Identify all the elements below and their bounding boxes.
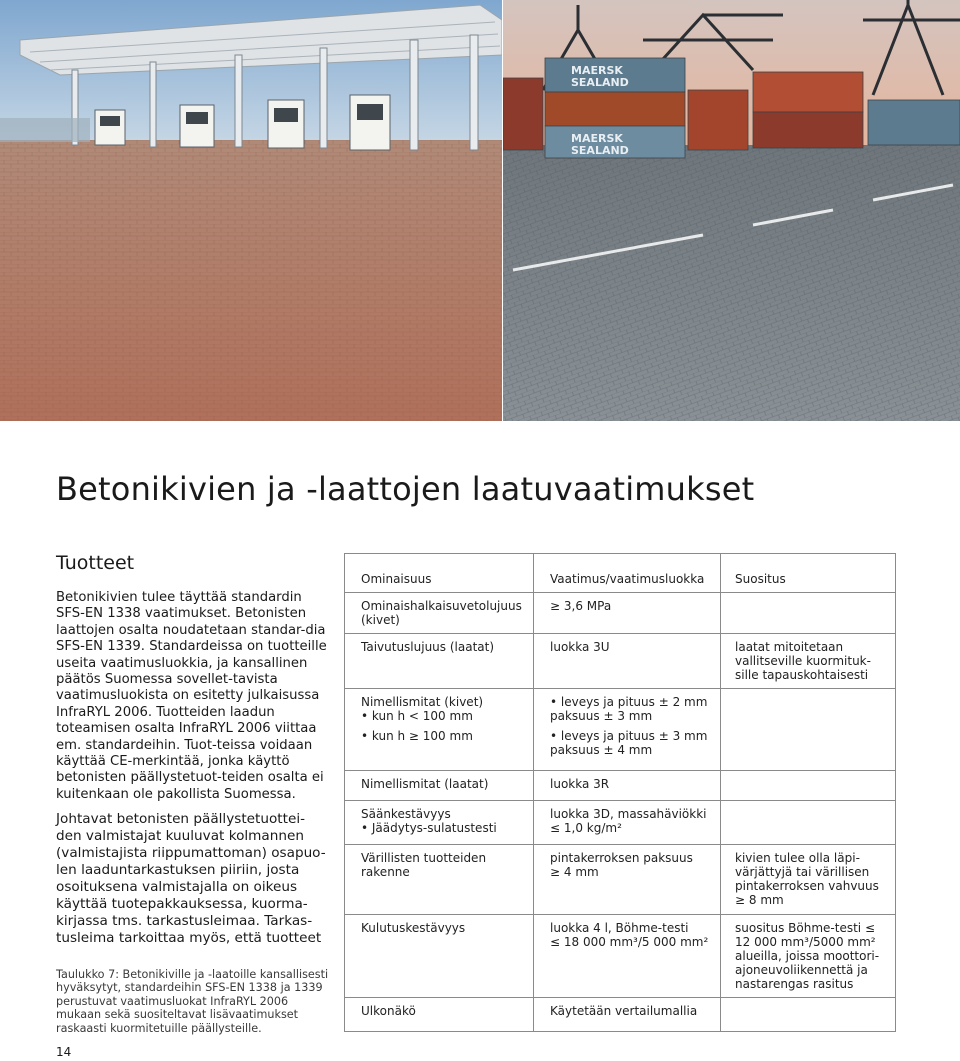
container-port-photo-icon (503, 0, 960, 421)
requirement-cell: Käytetään vertailumallia (534, 998, 721, 1032)
terminal-paving-photo (0, 0, 502, 421)
recommendation-cell: kivien tulee olla läpi-värjättyjä tai värillisen pintakerroksen vahvuus ≥ 8 mm (721, 845, 896, 915)
page-title: Betonikivien ja -laattojen laatuvaatimukset (56, 470, 755, 508)
requirement-line: ≥ 4 mm (550, 865, 599, 879)
table-row (345, 998, 896, 1032)
property-sub-label: • Jäädytys-sulatustesti (361, 821, 497, 835)
table-row (345, 689, 896, 771)
recommendation-cell (721, 998, 896, 1032)
property-label: Nimellismitat (kivet) (361, 695, 484, 709)
column-header-recommendation: Suositus (721, 554, 896, 593)
requirement-line: paksuus ± 4 mm (550, 743, 653, 757)
recommendation-cell (721, 689, 896, 771)
terminal-canopy-photo-icon (0, 0, 502, 421)
property-cell: Taivutuslujuus (laatat) (345, 634, 534, 689)
requirement-cell (534, 915, 721, 998)
port-paving-photo (503, 0, 960, 421)
requirement-line: ≤ 1,0 kg/m² (550, 821, 622, 835)
table-row (345, 801, 896, 845)
container-label: MAERSK (571, 132, 623, 145)
requirement-line: paksuus ± 3 mm (550, 709, 653, 723)
column-header-requirement: Vaatimus/vaatimusluokka (534, 554, 721, 593)
requirement-line: • leveys ja pituus ± 2 mm (550, 695, 708, 709)
property-cell: Nimellismitat (laatat) (345, 771, 534, 801)
section-title: Tuotteet (56, 552, 135, 574)
recommendation-cell (721, 801, 896, 845)
property-cell: Ominaishalkaisuvetolujuus (kivet) (345, 593, 534, 634)
recommendation-cell (721, 771, 896, 801)
table-header-row (345, 554, 896, 593)
requirement-cell (534, 845, 721, 915)
requirement-line: luokka 3D, massahäviökki (550, 807, 707, 821)
page-number: 14 (56, 1045, 72, 1059)
property-cell: Kulutuskestävyys (345, 915, 534, 998)
requirement-cell: ≥ 3,6 MPa (534, 593, 721, 634)
recommendation-cell (721, 593, 896, 634)
requirement-cell (534, 801, 721, 845)
property-cell: Värillisten tuotteiden rakenne (345, 845, 534, 915)
table-row (345, 634, 896, 689)
recommendation-cell: laatat mitoitetaan vallitseville kuormituk-sille tapauskohtaisesti (721, 634, 896, 689)
body-paragraph: Johtavat betonisten päällystetuottei-den valmistajat kuuluvat kolmannen (valmistajista riippumattoman) osapuo-len laaduntarkastuksen piiriin, josta osoituksena valmistajalla on oikeus käyttää tuotepakkauksessa, kuorma-kirjassa tms. tarkastusleimaa. Tarkas-tusleima tarkoittaa myös, että tuotteet (56, 811, 326, 947)
property-cell (345, 689, 534, 771)
table-row (345, 771, 896, 801)
requirement-cell: luokka 3U (534, 634, 721, 689)
property-label: Säänkestävyys (361, 807, 451, 821)
property-cell: Ulkonäkö (345, 998, 534, 1032)
container-label: MAERSK (571, 64, 623, 77)
property-sub-label: • kun h ≥ 100 mm (361, 729, 473, 743)
container-label: SEALAND (571, 76, 629, 89)
body-paragraph: Betonikivien tulee täyttää standardin SFS-EN 1338 vaatimukset. Betonisten laattojen osalta noudatetaan standar-dia SFS-EN 1339. Standardeissa on tuotteille useita vaatimusluokkia, ja kansallinen päätös Suomessa sovellet-tavista vaatimusluokista on esitetty julkaisussa InfraRYL 2006. Tuotteiden laadun toteamisen osalta InfraRYL 2006 viittaa em. standardeihin. Tuot-teissa voidaan käyttää CE-merkintää, jonka käyttö betonisten päällystetuot-teiden osalta ei kuitenkaan ole pakollista Suomessa. (56, 590, 327, 802)
requirement-line: • leveys ja pituus ± 3 mm (550, 729, 708, 743)
requirement-cell (534, 689, 721, 771)
property-sub-label: • kun h < 100 mm (361, 709, 473, 723)
requirements-table (344, 553, 896, 1032)
table-row (345, 593, 896, 634)
requirement-cell: luokka 3R (534, 771, 721, 801)
requirement-line: ≤ 18 000 mm³/5 000 mm² (550, 935, 709, 949)
body-text (56, 590, 328, 955)
column-header-property: Ominaisuus (345, 554, 534, 593)
requirement-line: pintakerroksen paksuus (550, 851, 693, 865)
recommendation-cell: suositus Böhme-testi ≤ 12 000 mm³/5000 mm² alueilla, joissa moottori-ajoneuvoliikennettä ja nastarengas rasitus (721, 915, 896, 998)
requirement-line: luokka 4 l, Böhme-testi (550, 921, 689, 935)
table-row (345, 915, 896, 998)
table-row (345, 845, 896, 915)
table-caption: Taulukko 7: Betonikiville ja -laatoille kansallisesti hyväksytyt, standardeihin SFS-EN 1338 ja 1339 perustuvat vaatimusluokat InfraRYL 2006 mukaan sekä suositeltavat lisävaatimukset raskaasti kuormitetuille päällysteille. (56, 968, 329, 1035)
container-label: SEALAND (571, 144, 629, 157)
property-cell (345, 801, 534, 845)
